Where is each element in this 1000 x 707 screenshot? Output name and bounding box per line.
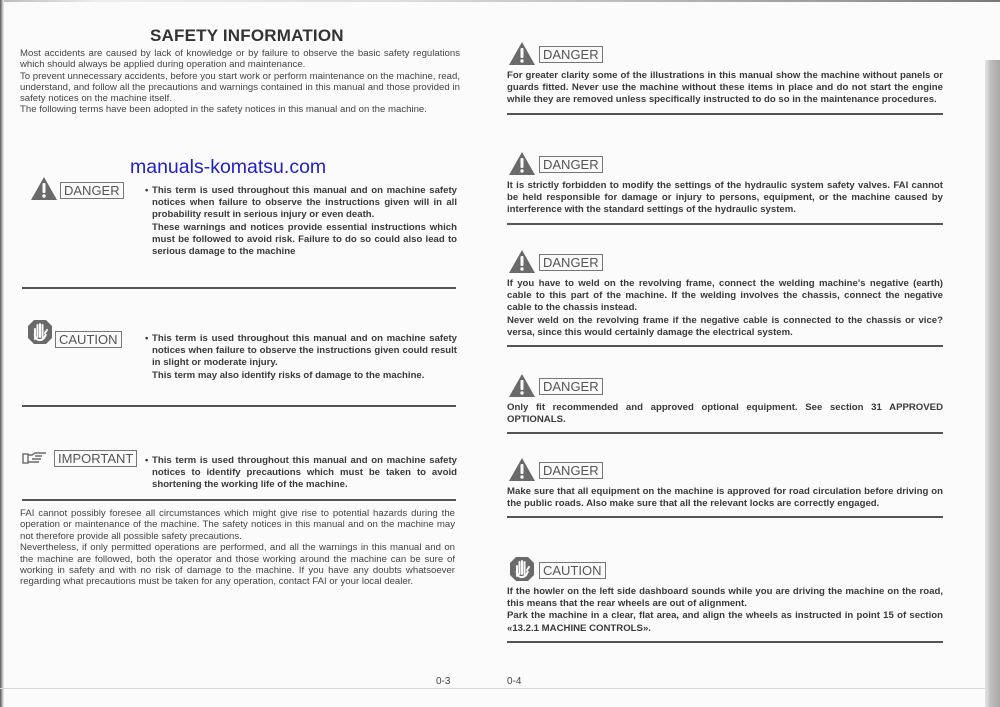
notice-paragraph: Park the machine in a clear, flat area, and align the wheels as instructed in point 15 of section «13.2.1 MACHINE CONTROLS». xyxy=(507,610,943,634)
notice-danger xyxy=(507,40,943,115)
scan-left-edge xyxy=(0,0,4,707)
term-description xyxy=(145,185,457,258)
notice-danger xyxy=(507,456,943,518)
notice-caution xyxy=(507,556,943,643)
term-description xyxy=(145,455,457,492)
notice-paragraph: For greater clarity some of the illustrations in this manual show the machine without panels or guards fitted. Never use the machine without these items in place and do not start the engine while they are removed unless specifically instructed to do so in the maintenance procedures. xyxy=(507,70,943,106)
intro-paragraph: Most accidents are caused by lack of knowledge or by failure to observe the basic safety regulations which should always be applied during operation and maintenance. xyxy=(20,48,460,71)
notice-text xyxy=(507,278,943,339)
term-paragraph: This term is used throughout this manual and on machine safety notices to identify precautions which must be taken to avoid shortening the working life of the machine. xyxy=(152,455,457,491)
closing-text xyxy=(20,508,455,588)
divider xyxy=(507,223,943,225)
notice-paragraph: Never weld on the revolving frame if the negative cable is connected to the chassis or vice?versa, since this would certainly damage the electrical system. xyxy=(507,314,943,338)
warning-triangle-icon xyxy=(508,151,536,181)
stop-hand-icon xyxy=(509,556,535,587)
danger-label: DANGER xyxy=(539,462,603,479)
warning-triangle-icon xyxy=(508,457,536,487)
divider xyxy=(507,345,943,347)
term-paragraph: This term is used throughout this manual and on machine safety notices when failure to observe the instructions given could result in slight or moderate injury. xyxy=(152,333,457,369)
bullet: • xyxy=(145,185,149,196)
page-number: 0-3 xyxy=(436,676,451,687)
closing-paragraph: Nevertheless, if only permitted operations are performed, and all the warnings in this manual and on the machine are followed, both the operator and those working around the machine can be sure of working in safety and with no risk of damage to the machine. If you have any doubts whatsoever regarding what precautions must be taken for any operation, contact FAI or your local dealer. xyxy=(20,542,455,588)
term-description xyxy=(145,333,457,382)
intro-text xyxy=(20,48,460,116)
stop-hand-icon xyxy=(27,319,53,350)
important-label: IMPORTANT xyxy=(54,450,137,467)
divider xyxy=(22,405,456,407)
danger-label: DANGER xyxy=(60,182,124,199)
notice-danger xyxy=(507,248,943,347)
notice-text xyxy=(507,402,943,426)
caution-label: CAUTION xyxy=(55,331,122,348)
notice-paragraph: If you have to weld on the revolving frame, connect the welding machine's negative (earth) cable to this part of the machine. If the welding involves the chassis, connect the negative cable to the chassis instead. xyxy=(507,278,943,314)
divider xyxy=(507,516,943,518)
scan-top-edge xyxy=(0,0,1000,2)
bullet: • xyxy=(145,333,149,344)
intro-paragraph: The following terms have been adopted in the safety notices in this manual and on the machine. xyxy=(20,104,427,116)
bullet: • xyxy=(145,455,149,466)
divider xyxy=(22,499,456,501)
notice-paragraph: Make sure that all equipment on the machine is approved for road circulation before driving on the public roads. Also make sure that all the relevant locks are correctly engaged. xyxy=(507,486,943,510)
term-paragraph: This term may also identify risks of damage to the machine. xyxy=(152,369,425,381)
divider xyxy=(507,113,943,115)
divider xyxy=(22,287,456,289)
notice-text xyxy=(507,180,943,217)
danger-label: DANGER xyxy=(539,378,603,395)
watermark-link[interactable]: manuals-komatsu.com xyxy=(130,156,327,178)
caution-label: CAUTION xyxy=(539,562,606,579)
warning-triangle-icon xyxy=(508,249,536,279)
term-paragraph: These warnings and notices provide essential instructions which must be followed to avoid risk. Failure to do so could also lead to serious damage to the machine xyxy=(152,221,457,258)
warning-triangle-icon xyxy=(508,373,536,403)
notice-danger xyxy=(507,372,943,434)
term-paragraph: This term is used throughout this manual and on machine safety notices when failure to observe the instructions given will in all probability result in serious injury or even death. xyxy=(152,185,457,221)
page-title: SAFETY INFORMATION xyxy=(150,26,344,45)
scan-right-shadow xyxy=(985,60,1000,707)
warning-triangle-icon xyxy=(508,41,536,71)
notice-text xyxy=(507,486,943,510)
divider xyxy=(507,432,943,434)
notice-text xyxy=(507,70,943,107)
danger-label: DANGER xyxy=(539,254,603,271)
notice-danger xyxy=(507,150,943,225)
warning-triangle-icon xyxy=(30,176,58,206)
divider xyxy=(507,641,943,643)
closing-paragraph: FAI cannot possibly foresee all circumstances which might give rise to potential hazards during the operation or maintenance of the machine. The safety notices in this manual and on the machine may not therefore provide all possible safety precautions. xyxy=(20,508,455,542)
intro-paragraph: To prevent unnecessary accidents, before you start work or perform maintenance on the machine, read, understand, and follow all the precautions and warnings contained in this manual and those provided in safety notices on the machine itself. xyxy=(20,70,460,105)
page-number: 0-4 xyxy=(507,676,522,687)
pointing-hand-icon xyxy=(22,451,48,470)
danger-label: DANGER xyxy=(539,156,603,173)
notice-paragraph: Only fit recommended and approved optional equipment. See section 31 APPROVED OPTIONALS. xyxy=(507,402,943,426)
danger-label: DANGER xyxy=(539,46,603,63)
notice-paragraph: It is strictly forbidden to modify the settings of the hydraulic system safety valves. FAI cannot be held responsible for damage or injury to persons, equipment, or the machine caused by interference with the standard settings of the hydraulic system. xyxy=(507,180,943,216)
scan-bottom-edge xyxy=(0,688,985,689)
notice-paragraph: If the howler on the left side dashboard sounds while you are driving the machine on the road, this means that the rear wheels are out of alignment. xyxy=(507,586,943,610)
notice-text xyxy=(507,586,943,635)
